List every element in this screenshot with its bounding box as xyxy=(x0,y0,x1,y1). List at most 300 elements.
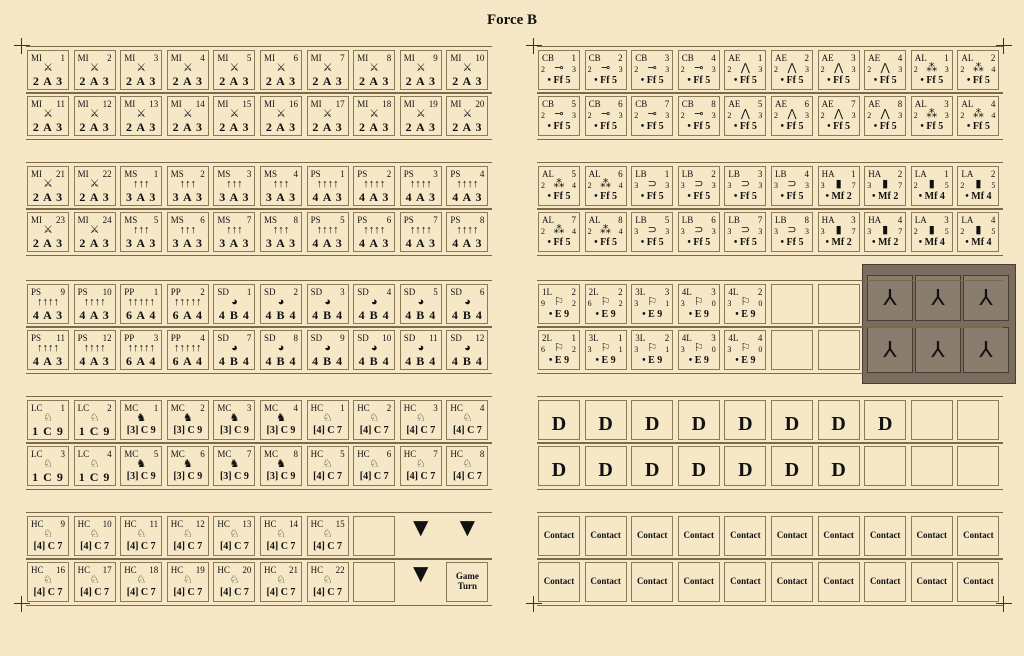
unit-number: 9 xyxy=(433,53,438,63)
empty-slot[interactable] xyxy=(911,446,953,486)
counter-slot[interactable] xyxy=(678,50,720,90)
contact-marker[interactable] xyxy=(538,562,580,602)
disorder-label: D xyxy=(551,459,567,481)
counter-slot[interactable] xyxy=(446,446,488,486)
unit-type: MS xyxy=(170,169,184,179)
contact-marker[interactable] xyxy=(864,562,906,602)
counter-slot[interactable] xyxy=(400,284,442,324)
counter-slot[interactable] xyxy=(864,50,906,90)
counter-slot[interactable] xyxy=(678,96,720,136)
counter-slot[interactable] xyxy=(307,96,349,136)
disorder-marker[interactable] xyxy=(538,446,580,486)
unit-icon: ♘ xyxy=(369,458,380,470)
counter-slot[interactable] xyxy=(678,330,720,370)
disorder-marker[interactable] xyxy=(678,446,720,486)
empty-slot[interactable] xyxy=(818,284,860,324)
unit-icon: ♘ xyxy=(322,574,333,586)
counter-slot[interactable] xyxy=(120,400,162,440)
counter-slot[interactable] xyxy=(446,96,488,136)
empty-slot[interactable] xyxy=(957,400,999,440)
unit-icon: ⚔ xyxy=(229,62,240,74)
game-turn-slot[interactable] xyxy=(446,562,488,602)
contact-label: Contact xyxy=(963,576,994,586)
contact-marker[interactable] xyxy=(631,516,673,556)
unit-icon: ↑↑↑↑ xyxy=(37,296,59,308)
counter-slot[interactable] xyxy=(818,212,860,252)
disorder-marker[interactable] xyxy=(585,400,627,440)
counter-slot[interactable] xyxy=(957,166,999,206)
empty-slot[interactable] xyxy=(771,284,813,324)
unit-number: 10 xyxy=(102,287,112,297)
counter-slot[interactable] xyxy=(74,166,116,206)
counter-slot[interactable] xyxy=(957,96,999,136)
contact-marker[interactable] xyxy=(771,562,813,602)
counter-slot[interactable] xyxy=(957,50,999,90)
unit-number: 4 xyxy=(990,99,996,109)
counter-slot[interactable] xyxy=(260,400,302,440)
unit-type: AL xyxy=(588,169,601,179)
counter-slot[interactable] xyxy=(27,562,69,602)
counter-slot[interactable] xyxy=(260,562,302,602)
counter-slot[interactable] xyxy=(771,212,813,252)
unit-number: 8 xyxy=(711,99,716,109)
counter-slot[interactable] xyxy=(911,166,953,206)
counter-slot[interactable] xyxy=(353,330,395,370)
unit-stats: 4 A 3 xyxy=(32,354,64,368)
unit-icon: ⊸ xyxy=(694,62,704,74)
unit-icon: ↑↑↑↑↑ xyxy=(127,342,155,354)
counter-slot[interactable] xyxy=(446,50,488,90)
contact-marker[interactable] xyxy=(585,516,627,556)
unit-type: CB xyxy=(681,53,694,63)
counter-slot[interactable] xyxy=(213,516,255,556)
counter-slot[interactable] xyxy=(260,516,302,556)
counter-slot[interactable] xyxy=(353,212,395,252)
unit-number: 8 xyxy=(293,449,298,459)
counter-slot[interactable] xyxy=(167,96,209,136)
counter-slot[interactable] xyxy=(400,96,442,136)
counter-slot[interactable] xyxy=(353,166,395,206)
unit-stats: [4] C 7 xyxy=(452,471,482,482)
unit-number: 1 xyxy=(757,53,763,63)
unit-number: 7 xyxy=(433,449,438,459)
counter-slot[interactable] xyxy=(911,212,953,252)
counter-slot[interactable] xyxy=(260,330,302,370)
counter-slot[interactable] xyxy=(353,96,395,136)
unit-stats: 4 A 3 xyxy=(312,190,343,204)
counter-slot[interactable] xyxy=(771,96,813,136)
unit-number: 2 xyxy=(386,403,392,413)
counter-slot[interactable] xyxy=(213,284,255,324)
unit-type: MI xyxy=(77,99,89,109)
counter-slot[interactable] xyxy=(213,212,255,252)
unit-left-value: 2 xyxy=(587,181,592,190)
counter-slot[interactable] xyxy=(353,446,395,486)
unit-stats: 4 B 4 xyxy=(265,354,297,368)
counter-slot[interactable] xyxy=(74,284,116,324)
counter-slot[interactable] xyxy=(818,166,860,206)
counter-slot[interactable] xyxy=(307,400,349,440)
counter-slot[interactable] xyxy=(167,50,209,90)
empty-slot[interactable] xyxy=(771,330,813,370)
unit-icon: ⚔ xyxy=(229,108,240,120)
counter-slot[interactable] xyxy=(446,212,488,252)
counter-slot[interactable] xyxy=(120,330,162,370)
counter-slot[interactable] xyxy=(307,212,349,252)
counter-slot[interactable] xyxy=(260,446,302,486)
disorder-marker[interactable] xyxy=(864,400,906,440)
contact-marker[interactable] xyxy=(771,516,813,556)
counter-slot[interactable] xyxy=(74,516,116,556)
counter-slot[interactable] xyxy=(400,400,442,440)
unit-type: MC xyxy=(124,449,139,459)
unit-icon: ⚔ xyxy=(43,108,53,120)
counter-slot[interactable] xyxy=(724,330,766,370)
counter-slot[interactable] xyxy=(538,50,580,90)
unit-icon: ⚐ xyxy=(554,296,564,308)
disorder-label: D xyxy=(551,413,567,435)
unit-stats: 3 A 3 xyxy=(172,236,203,250)
counter-slot[interactable] xyxy=(213,562,255,602)
contact-marker[interactable] xyxy=(538,516,580,556)
unit-icon: ♘ xyxy=(229,574,240,586)
empty-slot[interactable] xyxy=(353,562,395,602)
contact-marker[interactable] xyxy=(818,562,860,602)
counter-slot[interactable] xyxy=(167,400,209,440)
counter-slot[interactable] xyxy=(631,96,673,136)
counter-slot[interactable] xyxy=(167,166,209,206)
unit-right-value: 3 xyxy=(944,111,949,120)
counter-slot[interactable] xyxy=(307,330,349,370)
unit-icon: ⚔ xyxy=(136,62,147,74)
counter-slot[interactable] xyxy=(260,166,302,206)
counter-slot[interactable] xyxy=(400,330,442,370)
counter-slot[interactable] xyxy=(538,96,580,136)
counter-slot[interactable] xyxy=(74,50,116,90)
contact-marker[interactable] xyxy=(911,562,953,602)
counter-slot[interactable] xyxy=(911,50,953,90)
counter-slot[interactable] xyxy=(400,166,442,206)
disorder-marker[interactable] xyxy=(538,400,580,440)
unit-stats: • Ff 5 xyxy=(640,121,664,132)
counter-slot[interactable] xyxy=(353,50,395,90)
counter-slot[interactable] xyxy=(120,446,162,486)
counter-slot[interactable] xyxy=(260,50,302,90)
counter-slot[interactable] xyxy=(167,330,209,370)
unit-number: 12 xyxy=(102,333,112,343)
unit-right-value: 2 xyxy=(572,345,576,354)
unit-number: 18 xyxy=(149,565,159,575)
unit-type: CB xyxy=(635,53,648,63)
counter-slot[interactable] xyxy=(27,50,69,90)
counter-slot[interactable] xyxy=(213,330,255,370)
unit-icon: ◕ xyxy=(231,296,238,308)
unit-number: 5 xyxy=(153,449,159,459)
unit-number: 1 xyxy=(571,53,576,63)
disorder-marker[interactable] xyxy=(631,446,673,486)
empty-slot[interactable] xyxy=(911,400,953,440)
unit-type: AE xyxy=(728,53,741,63)
counter-slot[interactable] xyxy=(27,284,69,324)
unit-left-value: 2 xyxy=(774,65,778,74)
unit-stats: • Ff 5 xyxy=(966,121,990,132)
unit-icon: ▮ xyxy=(928,224,935,236)
unit-right-value: 4 xyxy=(991,111,996,120)
unit-stats: • Mf 4 xyxy=(965,237,992,248)
unit-icon: ⚔ xyxy=(462,108,473,120)
contact-marker[interactable] xyxy=(724,516,766,556)
contact-marker[interactable] xyxy=(724,562,766,602)
counter-row xyxy=(537,162,1003,210)
empty-slot[interactable] xyxy=(353,516,395,556)
counter-slot[interactable] xyxy=(120,516,162,556)
unit-type: HC xyxy=(31,565,44,575)
unit-number: 14 xyxy=(195,99,205,109)
counter-row xyxy=(537,512,1003,560)
counter-slot[interactable] xyxy=(585,284,627,324)
counter-slot[interactable] xyxy=(307,50,349,90)
unit-stats: 4 A 3 xyxy=(405,236,436,250)
counter-slot[interactable] xyxy=(27,330,69,370)
unit-type: SD xyxy=(217,287,229,297)
unit-type: HC xyxy=(450,449,463,459)
unit-icon: ♘ xyxy=(89,458,100,470)
counter-slot[interactable] xyxy=(446,400,488,440)
contact-marker[interactable] xyxy=(631,562,673,602)
unit-stats: 4 A 3 xyxy=(312,236,343,250)
contact-marker[interactable] xyxy=(911,516,953,556)
counter-slot[interactable] xyxy=(864,166,906,206)
unit-icon: ♘ xyxy=(322,412,333,424)
disorder-marker[interactable] xyxy=(818,400,860,440)
counter-slot[interactable] xyxy=(167,284,209,324)
counter-slot[interactable] xyxy=(631,166,673,206)
unit-icon: ⚐ xyxy=(600,342,611,354)
unit-type: HC xyxy=(403,403,417,413)
counter-slot[interactable] xyxy=(864,96,906,136)
contact-marker[interactable] xyxy=(678,516,720,556)
counter-slot[interactable] xyxy=(307,562,349,602)
unit-icon: ⁂ xyxy=(926,108,938,120)
counter-slot[interactable] xyxy=(307,516,349,556)
counter-slot[interactable] xyxy=(631,330,673,370)
unit-icon: ⚔ xyxy=(415,108,426,120)
unit-type: 4L xyxy=(681,287,692,297)
counter-slot[interactable] xyxy=(957,212,999,252)
counter-slot[interactable] xyxy=(213,50,255,90)
arrow-down-slot[interactable] xyxy=(400,513,442,556)
disorder-marker[interactable] xyxy=(771,446,813,486)
disorder-marker[interactable] xyxy=(724,400,766,440)
unit-stats: 2 A 3 xyxy=(359,120,390,134)
counter-slot[interactable] xyxy=(678,284,720,324)
unit-number: 8 xyxy=(479,215,485,225)
counter-slot[interactable] xyxy=(74,330,116,370)
contact-marker[interactable] xyxy=(678,562,720,602)
unit-right-value: 3 xyxy=(665,65,670,74)
contact-marker[interactable] xyxy=(957,562,999,602)
counter-slot[interactable] xyxy=(307,166,349,206)
counter-slot[interactable] xyxy=(74,212,116,252)
counter-slot[interactable] xyxy=(213,446,255,486)
counter-slot[interactable] xyxy=(724,284,766,324)
counter-slot[interactable] xyxy=(167,212,209,252)
unit-stats: 4 A 3 xyxy=(79,354,110,368)
arrow-down-slot[interactable] xyxy=(400,559,442,602)
counter-slot[interactable] xyxy=(307,284,349,324)
counter-slot[interactable] xyxy=(864,212,906,252)
counter-slot[interactable] xyxy=(724,50,766,90)
counter-slot[interactable] xyxy=(27,212,69,252)
counter-slot[interactable] xyxy=(260,212,302,252)
counter-slot[interactable] xyxy=(167,562,209,602)
counter-slot[interactable] xyxy=(120,212,162,252)
contact-marker[interactable] xyxy=(585,562,627,602)
unit-number: 20 xyxy=(242,565,252,575)
counter-slot[interactable] xyxy=(27,96,69,136)
unit-stats: • Ff 5 xyxy=(687,237,711,248)
disorder-marker[interactable] xyxy=(678,400,720,440)
unit-stats: • E 9 xyxy=(735,355,756,366)
counter-slot[interactable] xyxy=(538,330,580,370)
unit-stats: • Mf 4 xyxy=(918,191,945,202)
counter-slot[interactable] xyxy=(27,516,69,556)
counter-slot[interactable] xyxy=(74,400,116,440)
unit-type: MS xyxy=(124,169,138,179)
counter-slot[interactable] xyxy=(538,166,580,206)
unit-right-value: 4 xyxy=(991,65,996,74)
unit-left-value: 2 xyxy=(960,65,965,74)
counter-slot[interactable] xyxy=(771,50,813,90)
counter-slot[interactable] xyxy=(74,446,116,486)
counter-slot[interactable] xyxy=(400,212,442,252)
unit-right-value: 7 xyxy=(851,181,856,190)
counter-slot[interactable] xyxy=(771,166,813,206)
counter-slot[interactable] xyxy=(678,166,720,206)
unit-left-value: 3 xyxy=(680,181,685,190)
unit-stats: 1 C 9 xyxy=(78,424,111,438)
empty-slot[interactable] xyxy=(864,446,906,486)
counter-slot[interactable] xyxy=(167,446,209,486)
unit-number: 1 xyxy=(153,287,159,297)
counter-slot[interactable] xyxy=(213,166,255,206)
unit-type: MC xyxy=(264,403,279,413)
counter-slot[interactable] xyxy=(27,400,69,440)
counter-slot[interactable] xyxy=(260,284,302,324)
unit-number: 19 xyxy=(428,99,438,109)
counter-slot[interactable] xyxy=(307,446,349,486)
counter-slot[interactable] xyxy=(353,284,395,324)
counter-slot[interactable] xyxy=(353,400,395,440)
counter-slot[interactable] xyxy=(818,50,860,90)
counter-slot[interactable] xyxy=(74,562,116,602)
counter-slot[interactable] xyxy=(120,166,162,206)
unit-stats: [4] C 7 xyxy=(313,541,343,552)
unit-type: SD xyxy=(450,333,462,343)
unit-number: 10 xyxy=(382,333,392,343)
counter-slot[interactable] xyxy=(120,284,162,324)
unit-right-value: 3 xyxy=(805,181,809,190)
arrow-down-icon: ▼ xyxy=(407,559,434,588)
contact-marker[interactable] xyxy=(957,516,999,556)
empty-slot[interactable] xyxy=(818,330,860,370)
counter-slot[interactable] xyxy=(585,96,627,136)
counter-slot[interactable] xyxy=(120,50,162,90)
unit-stats: • Ff 5 xyxy=(594,75,618,86)
unit-right-value: 3 xyxy=(851,65,856,74)
counter-slot[interactable] xyxy=(585,330,627,370)
arrow-down-slot[interactable] xyxy=(446,513,488,556)
aircraft-icon: ⅄ xyxy=(931,285,945,310)
counter-slot[interactable] xyxy=(911,96,953,136)
unit-icon: ◕ xyxy=(370,342,378,354)
counter-slot[interactable] xyxy=(213,96,255,136)
counter-slot[interactable] xyxy=(631,212,673,252)
unit-icon: ♘ xyxy=(229,528,240,540)
unit-number: 7 xyxy=(433,215,438,225)
empty-slot[interactable] xyxy=(957,446,999,486)
counter-slot[interactable] xyxy=(818,96,860,136)
unit-icon: ♘ xyxy=(182,528,193,540)
counter-slot[interactable] xyxy=(446,330,488,370)
counter-slot[interactable] xyxy=(678,212,720,252)
counter-slot[interactable] xyxy=(120,562,162,602)
unit-type: AL xyxy=(542,169,554,179)
counter-slot[interactable] xyxy=(585,50,627,90)
counter-slot[interactable] xyxy=(724,96,766,136)
counter-slot[interactable] xyxy=(260,96,302,136)
counter-slot[interactable] xyxy=(585,212,627,252)
unit-number: 2 xyxy=(200,287,205,297)
counter-slot[interactable] xyxy=(167,516,209,556)
counter-slot[interactable] xyxy=(724,212,766,252)
counter-slot[interactable] xyxy=(27,446,69,486)
contact-label: Contact xyxy=(869,530,901,540)
counter-slot[interactable] xyxy=(724,166,766,206)
contact-label: Contact xyxy=(776,576,808,586)
disorder-marker[interactable] xyxy=(585,446,627,486)
counter-slot[interactable] xyxy=(27,166,69,206)
counter-slot[interactable] xyxy=(631,284,673,324)
unit-type: MI xyxy=(31,169,42,179)
counter-slot[interactable] xyxy=(446,284,488,324)
unit-icon: ↑↑↑↑ xyxy=(363,178,386,190)
counter-slot[interactable] xyxy=(538,284,580,324)
counter-slot[interactable] xyxy=(400,50,442,90)
counter-slot[interactable] xyxy=(213,400,255,440)
contact-marker[interactable] xyxy=(864,516,906,556)
unit-number: 4 xyxy=(897,53,903,63)
unit-stats: [4] C 7 xyxy=(126,587,156,598)
disorder-marker[interactable] xyxy=(771,400,813,440)
counter-slot[interactable] xyxy=(120,96,162,136)
disorder-marker[interactable] xyxy=(724,446,766,486)
disorder-marker[interactable] xyxy=(818,446,860,486)
disorder-marker[interactable] xyxy=(631,400,673,440)
unit-icon: ⋀ xyxy=(834,108,844,120)
unit-stats: [4] C 7 xyxy=(406,471,436,482)
contact-marker[interactable] xyxy=(818,516,860,556)
counter-slot[interactable] xyxy=(400,446,442,486)
counter-slot[interactable] xyxy=(538,212,580,252)
unit-type: 2L xyxy=(542,333,552,343)
counter-slot[interactable] xyxy=(585,166,627,206)
unit-stats: [3] C 9 xyxy=(173,471,203,482)
counter-slot[interactable] xyxy=(74,96,116,136)
counter-slot[interactable] xyxy=(446,166,488,206)
unit-type: CB xyxy=(588,53,601,63)
counter-slot[interactable] xyxy=(631,50,673,90)
